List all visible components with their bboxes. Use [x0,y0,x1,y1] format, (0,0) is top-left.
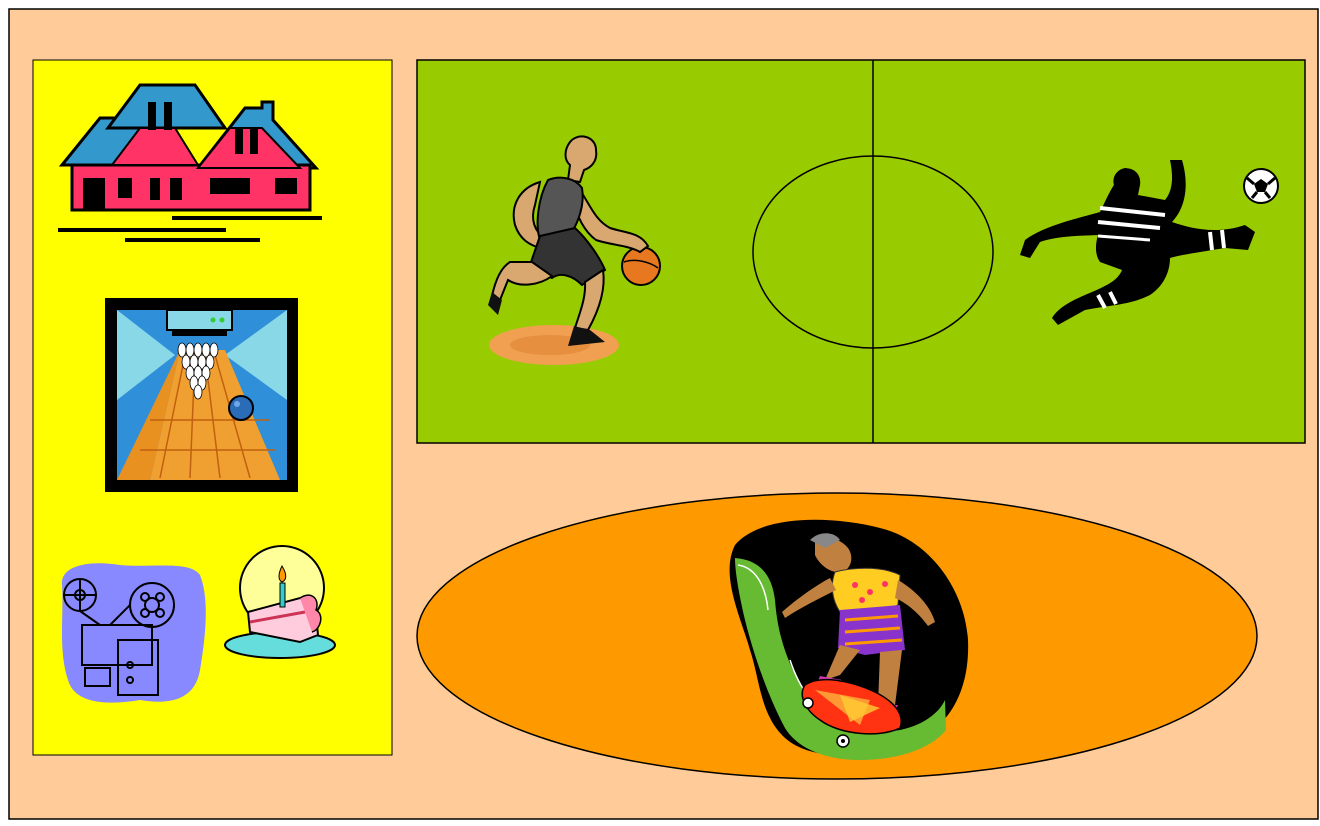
film-projector-icon [62,563,206,702]
bowling-lane-icon [105,298,298,492]
